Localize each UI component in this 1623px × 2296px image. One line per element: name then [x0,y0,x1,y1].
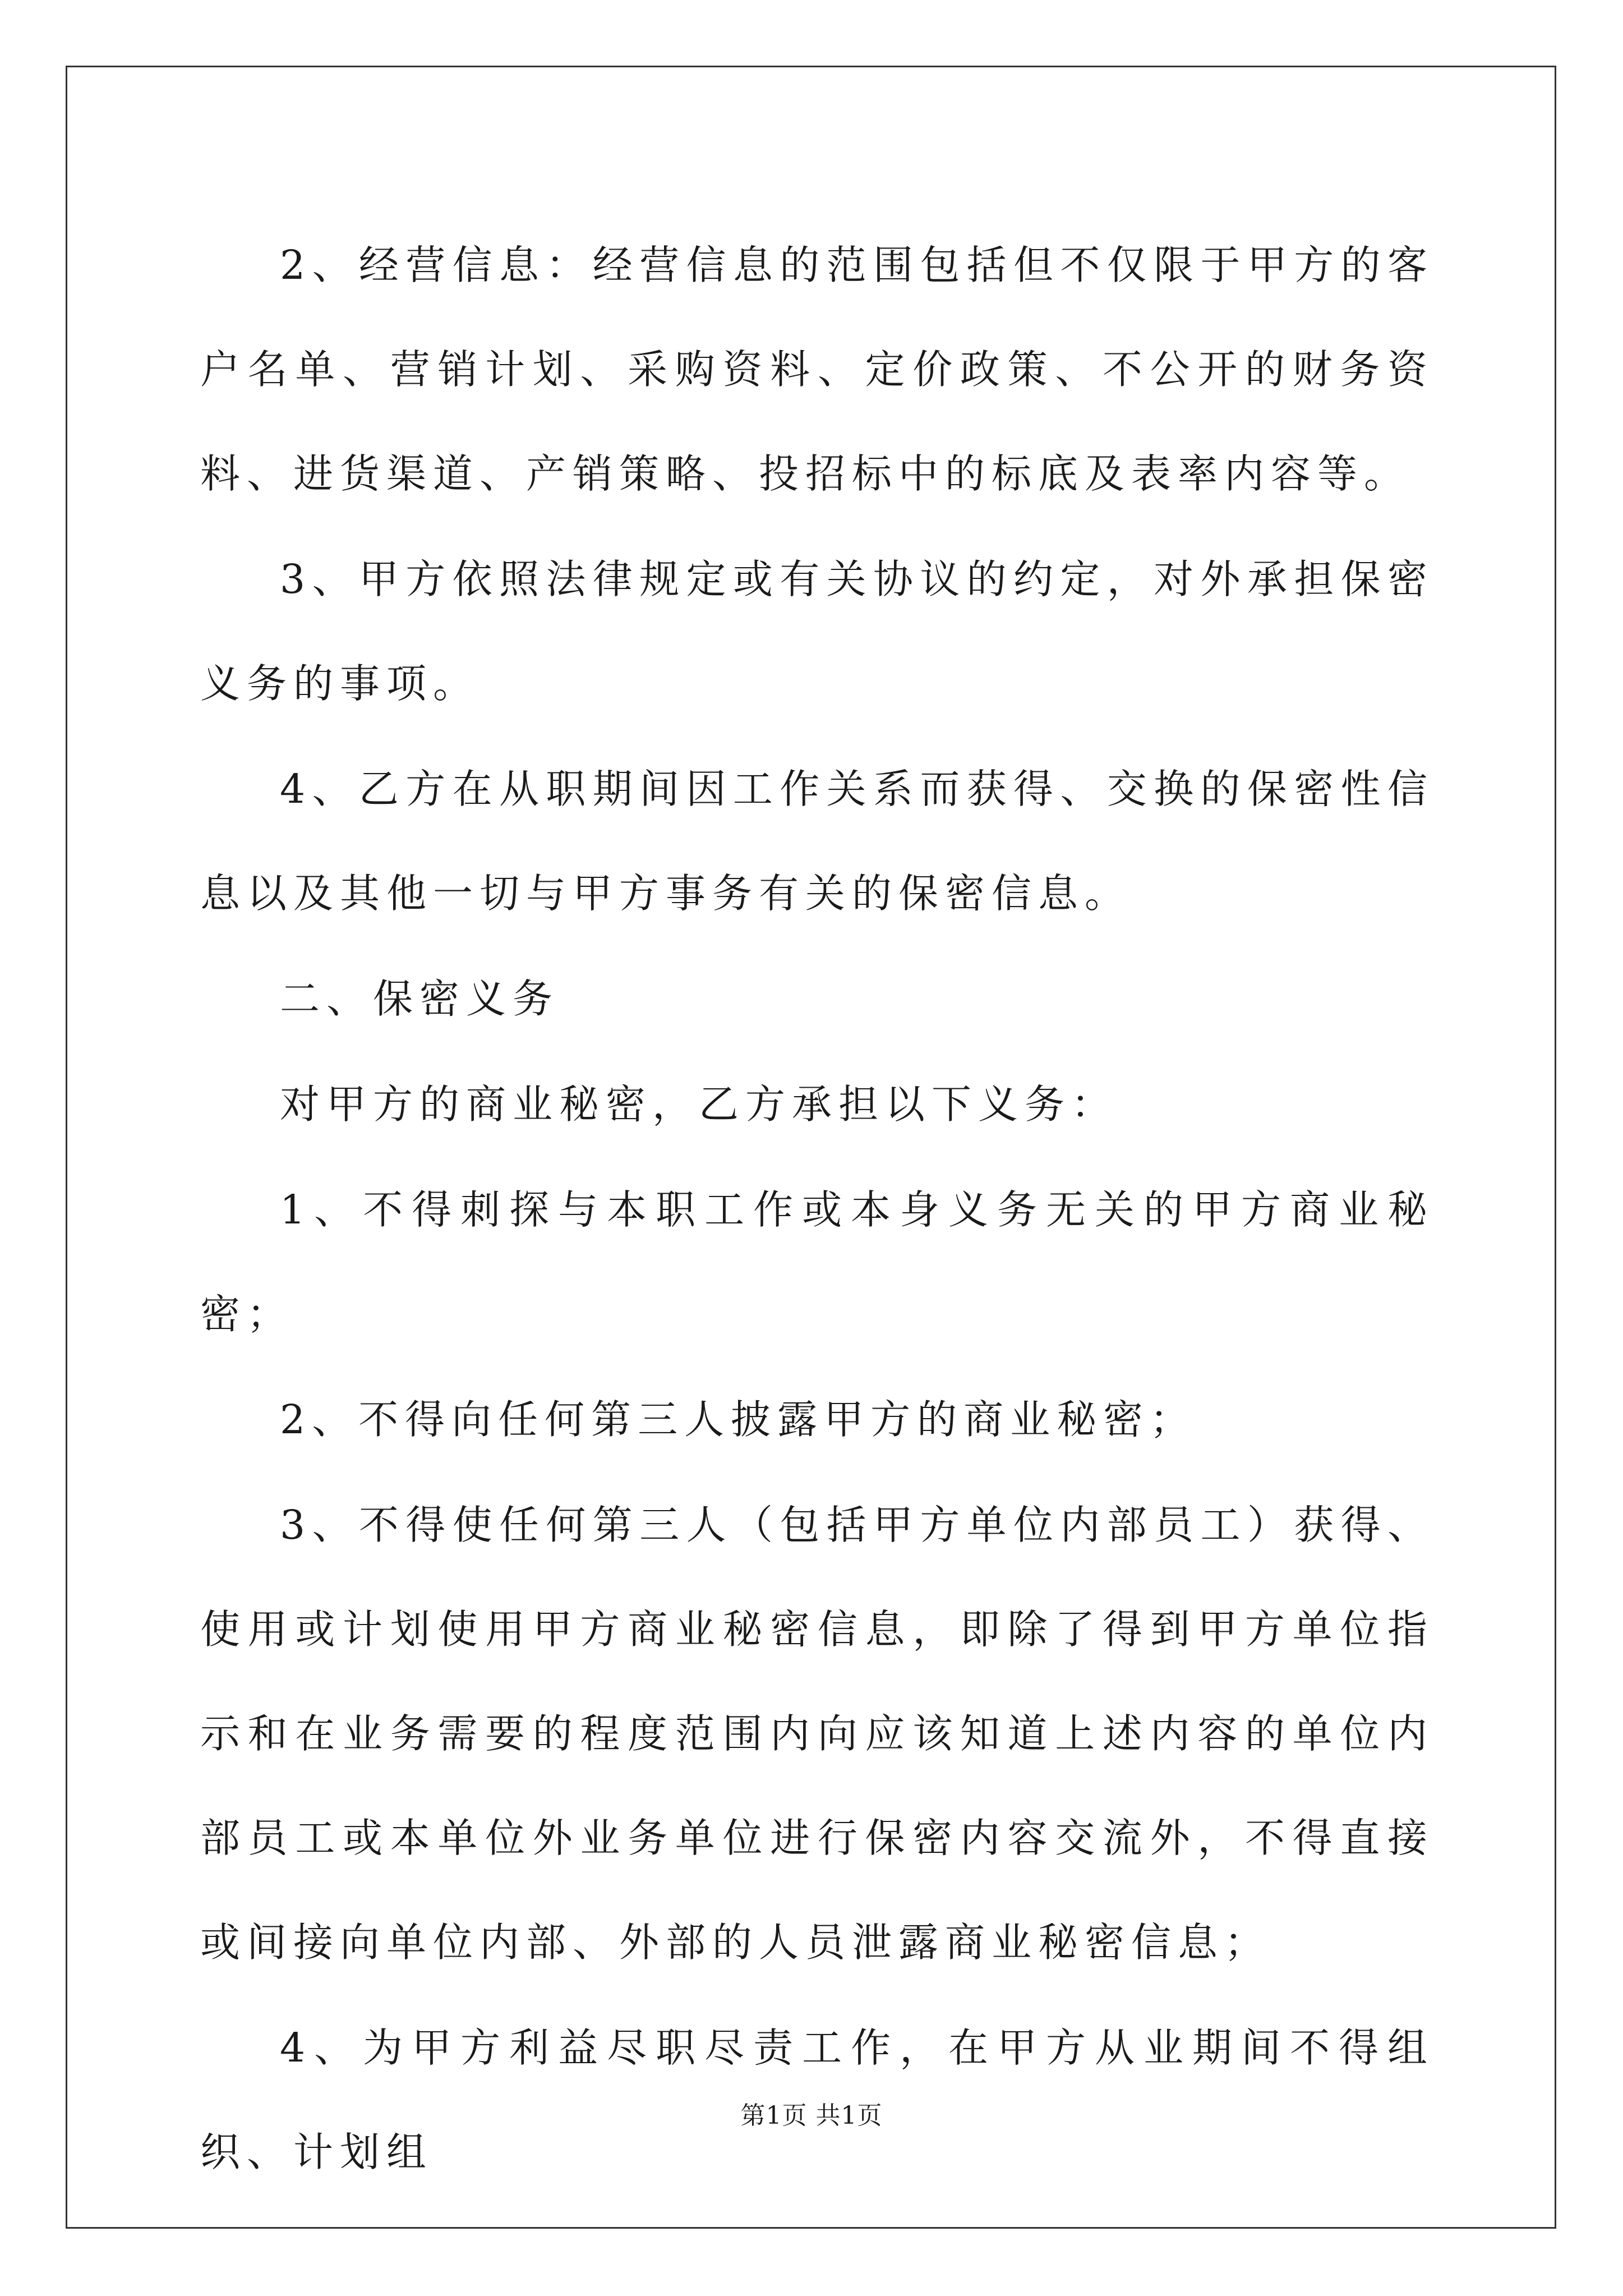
paragraph-legal-obligation: 3、甲方依照法律规定或有关协议的约定，对外承担保密义务的事项。 [200,556,1434,707]
paragraph-duty-1: 1、不得刺探与本职工作或本身义务无关的甲方商业秘密； [200,1186,1434,1337]
paragraph-duty-4: 4、为甲方利益尽职尽责工作，在甲方从业期间不得组织、计划组 [200,2024,1434,2175]
paragraph-duty-2: 2、不得向任何第三人披露甲方的商业秘密； [280,1396,1197,1443]
paragraph-employment-info: 4、乙方在从职期间因工作关系而获得、交换的保密性信息以及其他一切与甲方事务有关的保密信息。 [200,766,1434,917]
page-number-footer: 第1页 共1页 [740,2101,883,2130]
paragraph-duty-intro: 对甲方的商业秘密，乙方承担以下义务： [280,1081,1118,1128]
section-heading-confidentiality-duty: 二、保密义务 [280,976,560,1022]
paragraph-business-info: 2、经营信息：经营信息的范围包括但不仅限于甲方的客户名单、营销计划、采购资料、定价政策、不公开的财务资料、进货渠道、产销策略、投招标中的标底及表率内容等。 [200,242,1434,497]
document-body [200,213,1434,2206]
paragraph-duty-3: 3、不得使任何第三人（包括甲方单位内部员工）获得、使用或计划使用甲方商业秘密信息，即除了得到甲方单位指示和在业务需要的程度范围内向应该知道上述内容的单位内部员工或本单位外业务单位进行保密内容交流外，不得直接或间接向单位内部、外部的人员泄露商业秘密信息； [200,1502,1434,1966]
